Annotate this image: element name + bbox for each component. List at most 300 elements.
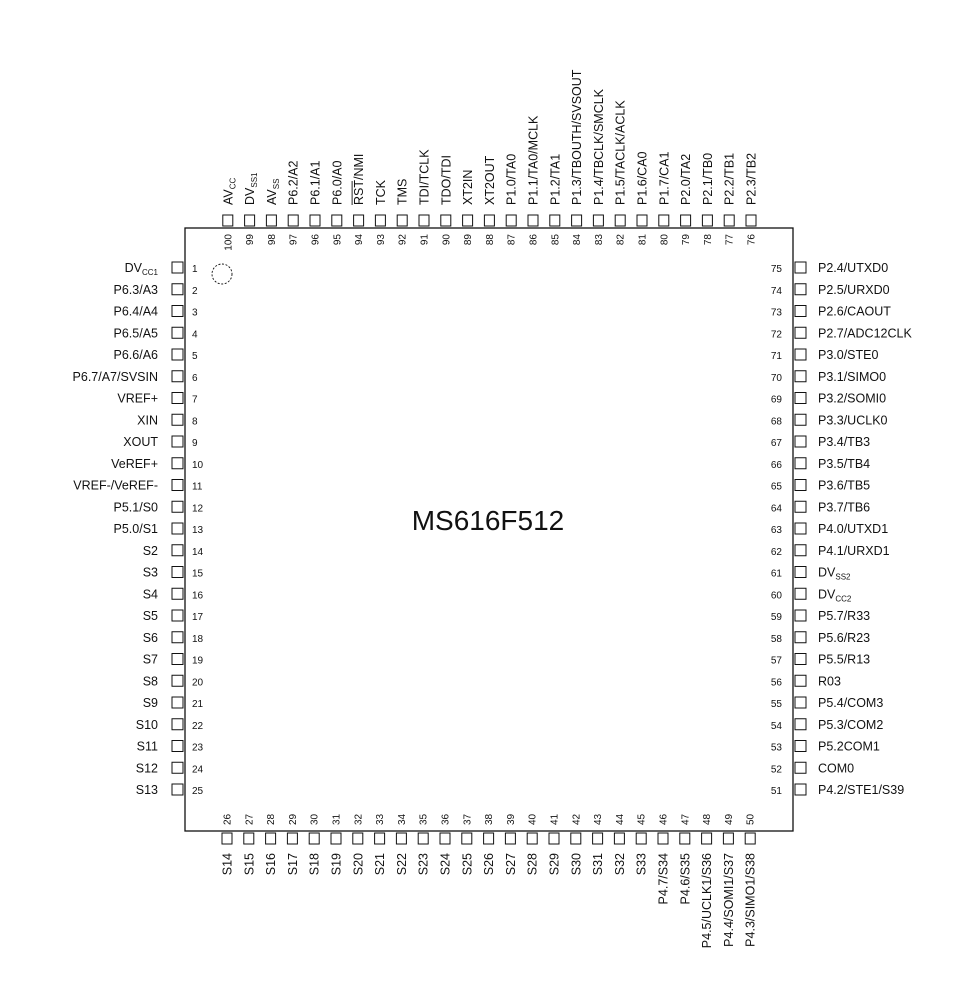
- pin-label: P5.1/S0: [113, 500, 158, 515]
- pin-label: P3.5/TB4: [818, 456, 871, 471]
- pin-11: [73, 479, 203, 493]
- pin-pad: [331, 833, 341, 844]
- pin-84: [570, 69, 584, 245]
- pin-pad: [440, 833, 450, 844]
- pin-number: 53: [770, 742, 782, 754]
- pin-label: S16: [264, 853, 279, 876]
- pin-number: 31: [331, 813, 343, 825]
- pin-number: 40: [527, 813, 539, 825]
- pin-label: P4.2/STE1/S39: [818, 783, 905, 797]
- pin-number: 15: [192, 568, 204, 580]
- pin-number: 90: [441, 234, 453, 246]
- pin-pad: [172, 741, 183, 752]
- pin-number: 92: [397, 234, 409, 246]
- pin-pad: [572, 215, 582, 226]
- pin-pad: [795, 480, 806, 491]
- pin-number: 16: [192, 590, 204, 602]
- pin-label: P2.0/TA2: [679, 153, 694, 205]
- pin-label: P2.5/URXD0: [818, 282, 890, 297]
- pin-label: P2.2/TB1: [722, 152, 737, 205]
- pin-label: P3.7/TB6: [818, 500, 871, 515]
- pin-number: 11: [192, 481, 203, 493]
- pin-number: 95: [332, 234, 344, 246]
- pin-label: P6.5/A5: [113, 326, 158, 341]
- pin-label: S15: [242, 853, 257, 876]
- pin-number: 67: [770, 438, 782, 449]
- pin-number: 69: [770, 394, 782, 406]
- pin-number: 64: [770, 503, 782, 515]
- pin-pad: [795, 654, 806, 665]
- pin-label: P4.1/URXD1: [818, 543, 890, 558]
- pin-48: [700, 813, 714, 948]
- chip-name: MS616F512: [411, 505, 565, 536]
- pin-number: 36: [440, 813, 452, 825]
- pin-82: [614, 100, 628, 245]
- pin-37: [460, 813, 474, 875]
- pin-pad: [172, 393, 183, 404]
- pin-pad: [288, 215, 298, 226]
- pin-pad: [637, 215, 647, 226]
- pin-label: $AV_{SS}$: [264, 178, 281, 205]
- pin-label: S25: [460, 853, 475, 876]
- pin-number: 96: [310, 234, 322, 246]
- pin-pad: [659, 215, 669, 226]
- pin-number: 50: [745, 813, 757, 825]
- pin-label: P1.4/TBCLK/SMCLK: [591, 88, 606, 205]
- pin-16: [143, 587, 204, 601]
- pin-pad: [172, 262, 183, 273]
- pin-pad: [223, 215, 233, 226]
- pin-pad: [172, 458, 183, 469]
- pin-pad: [172, 414, 183, 425]
- pin-number: 3: [192, 307, 198, 319]
- pin-label: P6.2/A2: [286, 160, 301, 205]
- pin-label: S17: [285, 853, 300, 876]
- pin-50: [744, 813, 758, 946]
- pin-pad: [375, 215, 385, 226]
- pin-number: 43: [593, 813, 605, 825]
- pin-92: [396, 179, 410, 246]
- pin-number: 39: [505, 813, 517, 825]
- pin-number: 30: [309, 813, 321, 825]
- pin-number: 84: [572, 234, 584, 246]
- pin-label: VREF+: [117, 391, 158, 406]
- pin-pad: [172, 654, 183, 665]
- pin-39: [504, 813, 518, 875]
- pin-label: $DV_{CC2}$: [818, 587, 852, 604]
- pin-pad: [795, 632, 806, 643]
- pin-label: P1.3/TBOUTH/SVSOUT: [570, 69, 585, 205]
- pin-pad: [795, 458, 806, 469]
- pin-pad: [528, 215, 538, 226]
- pin-label: P4.3/SIMO1/S38: [743, 853, 758, 947]
- pin-pad: [795, 523, 806, 534]
- pin-label: P3.3/UCLK0: [818, 413, 888, 428]
- pin-pad: [266, 215, 276, 226]
- pin-pad: [795, 610, 806, 621]
- pin-number: 60: [770, 590, 782, 602]
- pin-number: 24: [192, 764, 204, 776]
- pin-number: 57: [770, 655, 782, 667]
- pin-label: XT2OUT: [482, 155, 497, 205]
- pin-pad: [266, 833, 276, 844]
- pin-number: 46: [658, 813, 670, 825]
- pin-label: XIN: [137, 413, 158, 428]
- pin-26: [221, 813, 235, 875]
- pin-label: TMS: [395, 178, 410, 205]
- pin-label: XOUT: [123, 435, 158, 449]
- pin-93: [374, 179, 388, 245]
- pin-pad: [795, 741, 806, 752]
- pin-pad: [172, 284, 183, 295]
- pin-label: S10: [135, 717, 158, 732]
- pin-number: 6: [192, 372, 198, 384]
- pin-pad: [795, 567, 806, 578]
- pin-pad: [463, 215, 473, 226]
- pin-44: [613, 813, 627, 875]
- pin-number: 23: [192, 742, 204, 754]
- pin-label: VeREF+: [111, 456, 158, 471]
- pin-pad: [745, 833, 755, 844]
- pin-label: P6.6/A6: [113, 348, 158, 362]
- pin-label: P5.4/COM3: [818, 696, 884, 710]
- pin-pad: [795, 371, 806, 382]
- pin-pad: [222, 833, 232, 844]
- pin-label: P2.3/TB2: [744, 152, 759, 205]
- pin-label: S19: [329, 853, 344, 876]
- pin-pad: [795, 719, 806, 730]
- pin-number: 8: [192, 416, 198, 428]
- pin-label: S33: [634, 853, 649, 876]
- pin-pad: [681, 215, 691, 226]
- pin-number: 98: [266, 234, 278, 246]
- pin-pad: [746, 215, 756, 226]
- pin-label: S5: [142, 609, 158, 623]
- pin-label: S29: [547, 853, 562, 876]
- pin-pad: [172, 697, 183, 708]
- pin-number: 86: [528, 234, 540, 246]
- pin-label: S18: [307, 853, 322, 876]
- pin-20: [143, 674, 204, 688]
- pin-number: 97: [288, 234, 300, 246]
- pin-label: $DV_{SS2}$: [818, 565, 851, 582]
- pin-label: XT2IN: [461, 169, 476, 205]
- pin-number: 4: [192, 329, 198, 341]
- pin-pad: [441, 215, 451, 226]
- pin-label: R03: [818, 674, 841, 689]
- pin-label: S14: [220, 853, 235, 876]
- pin-label: S11: [136, 739, 158, 754]
- pin-label: $DV_{CC1}$: [124, 261, 158, 277]
- pin-pad: [172, 610, 183, 621]
- pin-label: P5.2COM1: [818, 739, 880, 754]
- pin-label: S4: [142, 587, 158, 602]
- pin-number: 10: [192, 459, 204, 471]
- pin-label: S3: [142, 565, 158, 580]
- pin-pad: [172, 762, 183, 773]
- pin-15: [143, 566, 204, 580]
- pin-label: TDI/TCLK: [417, 149, 432, 205]
- pin-number: 28: [266, 813, 278, 825]
- pin-label: P4.5/UCLK1/S36: [700, 853, 715, 949]
- pin-label: P3.1/SIMO0: [818, 369, 887, 384]
- pin-number: 54: [770, 720, 782, 732]
- pin-14: [143, 544, 204, 558]
- pin-number: 29: [287, 813, 299, 825]
- pin-label: $DV_{SS1}$: [243, 172, 260, 205]
- pin-pad: [418, 833, 428, 844]
- pin-pad: [172, 501, 183, 512]
- pin-number: 79: [681, 234, 693, 246]
- pin-number: 78: [702, 234, 714, 246]
- pin-label: P6.3/A3: [113, 282, 158, 297]
- pin-56: [771, 674, 841, 688]
- pin-number: 7: [192, 394, 198, 406]
- pin-pad: [795, 675, 806, 686]
- pin-28: [264, 813, 278, 875]
- pin-pad: [702, 833, 712, 844]
- pin-label: P1.2/TA1: [548, 153, 563, 205]
- pin-label: S6: [142, 630, 158, 645]
- pin-label: P2.1/TB0: [700, 152, 715, 205]
- pin-pad: [702, 215, 712, 226]
- pin-number: 52: [770, 764, 782, 776]
- pin-number: 37: [462, 813, 474, 825]
- pin-pad: [484, 833, 494, 844]
- pin-label: P6.7/A7/SVSIN: [72, 369, 158, 384]
- pin-label: P5.0/S1: [113, 522, 158, 536]
- pin-pad: [724, 215, 734, 226]
- pin-number: 77: [724, 234, 736, 246]
- pin-number: 26: [222, 813, 234, 825]
- pin-number: 12: [192, 503, 204, 515]
- pin-pad: [309, 833, 319, 844]
- pin-label: S27: [503, 853, 518, 876]
- pin-pad: [795, 545, 806, 556]
- pin-label: RST/NMI: [352, 153, 367, 205]
- pin-pad: [172, 327, 183, 338]
- pin-number: 33: [375, 813, 387, 825]
- pin-number: 74: [770, 285, 782, 297]
- pin-number: 72: [770, 329, 782, 341]
- pin-label: S26: [482, 853, 497, 876]
- pin-number: 89: [463, 234, 475, 246]
- pin-number: 59: [770, 612, 782, 623]
- pin-pad: [354, 215, 364, 226]
- pin-label: S7: [142, 652, 158, 667]
- pin-number: 48: [702, 813, 714, 825]
- pin-label: P1.5/TACLK/ACLK: [613, 100, 628, 205]
- pin-number: 18: [192, 633, 204, 645]
- pin-number: 44: [614, 813, 626, 825]
- pin-number: 66: [770, 459, 782, 471]
- pin-number: 32: [353, 813, 365, 825]
- pin-number: 88: [484, 234, 496, 246]
- pin-label: P5.7/R33: [818, 609, 871, 623]
- pin-pad: [172, 784, 183, 795]
- pin-label: P2.7/ADC12CLK: [818, 326, 912, 341]
- pin-pad: [593, 215, 603, 226]
- pin-number: 99: [245, 234, 257, 246]
- pin-label: P6.4/A4: [113, 304, 158, 319]
- pin-number: 5: [192, 351, 198, 362]
- pin-number: 41: [549, 813, 561, 825]
- pin-number: 14: [192, 546, 204, 558]
- pin-pad: [172, 523, 183, 534]
- pin-label: P3.4/TB3: [818, 435, 871, 449]
- pin-label: S21: [373, 853, 388, 876]
- pin-number: 63: [770, 525, 782, 536]
- pin-pad: [172, 567, 183, 578]
- pin-number: 76: [746, 234, 758, 246]
- pin-pad: [506, 215, 516, 226]
- pin-45: [635, 813, 649, 875]
- pin-label: S13: [135, 783, 158, 797]
- pin-41: [548, 813, 562, 875]
- pin-40: [526, 813, 540, 875]
- pin-label: TCK: [373, 180, 388, 205]
- pin-label: S31: [591, 853, 606, 876]
- pin-number: 42: [571, 813, 583, 825]
- pin-49: [722, 813, 736, 946]
- pin-number: 35: [418, 813, 430, 825]
- pin-pad: [419, 215, 429, 226]
- pin-35: [417, 813, 431, 875]
- pin-pad: [332, 215, 342, 226]
- pin-number: 91: [419, 234, 431, 246]
- pin-label: S30: [569, 853, 584, 876]
- pin-22: [136, 718, 204, 732]
- pin-number: 20: [192, 677, 204, 689]
- pin-number: 87: [506, 234, 518, 246]
- pin-number: 2: [192, 285, 198, 297]
- pin-number: 58: [770, 633, 782, 645]
- pin-label: P4.0/UTXD1: [818, 522, 889, 536]
- pin-label: P3.6/TB5: [818, 478, 871, 493]
- pin-number: 47: [680, 813, 692, 825]
- pin-pad: [795, 393, 806, 404]
- pin-pad: [353, 833, 363, 844]
- pin-number: 49: [723, 813, 735, 825]
- pin-number: 85: [550, 234, 562, 246]
- pin-number: 81: [637, 234, 649, 246]
- pin-label: S2: [142, 543, 158, 558]
- pin-pad: [172, 480, 183, 491]
- pin-pad: [795, 501, 806, 512]
- pin-pad: [287, 833, 297, 844]
- pin-86: [527, 115, 541, 245]
- pin-pad: [172, 545, 183, 556]
- pin-pad: [795, 349, 806, 360]
- pin-label: S20: [351, 853, 366, 876]
- pin-number: 27: [244, 813, 256, 825]
- pin-pad: [614, 833, 624, 844]
- pin-label: P1.1/TA0/MCLK: [526, 115, 541, 205]
- pin-pad: [795, 436, 806, 447]
- pin-42: [569, 813, 583, 875]
- pin-30: [308, 813, 322, 875]
- pin-6: [73, 370, 198, 384]
- pin-label: S8: [142, 674, 158, 689]
- pin-pad: [396, 833, 406, 844]
- pin-label: S24: [438, 853, 453, 876]
- pin-label: P3.0/STE0: [818, 348, 879, 362]
- pin-pad: [172, 371, 183, 382]
- pin-number: 68: [770, 416, 782, 428]
- pin-pad: [172, 632, 183, 643]
- pin-label: P2.4/UTXD0: [818, 261, 889, 275]
- pin-pad: [172, 675, 183, 686]
- pin-pad: [795, 784, 806, 795]
- pin-83: [592, 88, 606, 245]
- pin-label: P3.2/SOMI0: [818, 391, 887, 406]
- pin-label: P5.6/R23: [818, 630, 871, 645]
- pin-number: 82: [615, 234, 627, 246]
- pin-number: 56: [770, 677, 782, 689]
- pin-pad: [795, 588, 806, 599]
- pin-24: [136, 761, 204, 775]
- pin-number: 51: [770, 786, 782, 797]
- pin-label: P4.4/SOMI1/S37: [721, 853, 736, 947]
- pin-43: [591, 813, 605, 875]
- pin-pad: [680, 833, 690, 844]
- pin-number: 70: [770, 372, 782, 384]
- pin-number: 1: [192, 264, 198, 275]
- pin-pad: [172, 719, 183, 730]
- pin-number: 75: [770, 264, 782, 275]
- pin-label: VREF-/VeREF-: [73, 478, 158, 493]
- pin-number: 25: [192, 786, 204, 797]
- pin-25: [136, 783, 204, 797]
- pin-pad: [550, 215, 560, 226]
- pin-number: 19: [192, 655, 204, 667]
- pin-18: [143, 631, 204, 645]
- pin-pad: [658, 833, 668, 844]
- pin-pad: [527, 833, 537, 844]
- pin-pad: [615, 215, 625, 226]
- pin-label: P1.6/CA0: [635, 151, 650, 205]
- pin-pad: [245, 215, 255, 226]
- pin-label: P4.6/S35: [678, 853, 693, 905]
- pin-number: 73: [770, 307, 782, 319]
- pin-pad: [795, 697, 806, 708]
- pin-pad: [795, 284, 806, 295]
- pin-label: COM0: [818, 761, 855, 776]
- pin-number: 9: [192, 438, 198, 449]
- pin-label: P1.7/CA1: [657, 151, 672, 205]
- pin-pad: [795, 306, 806, 317]
- pin-number: 83: [593, 234, 605, 246]
- pin-36: [439, 813, 453, 875]
- pin-number: 62: [770, 546, 782, 558]
- pin-label: S12: [135, 761, 158, 776]
- pin-label: S32: [612, 853, 627, 876]
- pin-label: TDO/TDI: [439, 155, 454, 205]
- pin-21: [143, 696, 204, 710]
- pin-pad: [172, 588, 183, 599]
- pin-pad: [172, 349, 183, 360]
- pin-32: [351, 813, 365, 875]
- pin-number: 21: [192, 699, 204, 710]
- pin-pad: [795, 262, 806, 273]
- pin-label: P4.7/S34: [656, 853, 671, 905]
- pin-number: 13: [192, 525, 204, 536]
- pin-17: [143, 609, 204, 623]
- pin-pad: [571, 833, 581, 844]
- pin-pad: [795, 327, 806, 338]
- pin-label: P6.0/A0: [330, 160, 345, 205]
- pin-number: 71: [770, 351, 782, 362]
